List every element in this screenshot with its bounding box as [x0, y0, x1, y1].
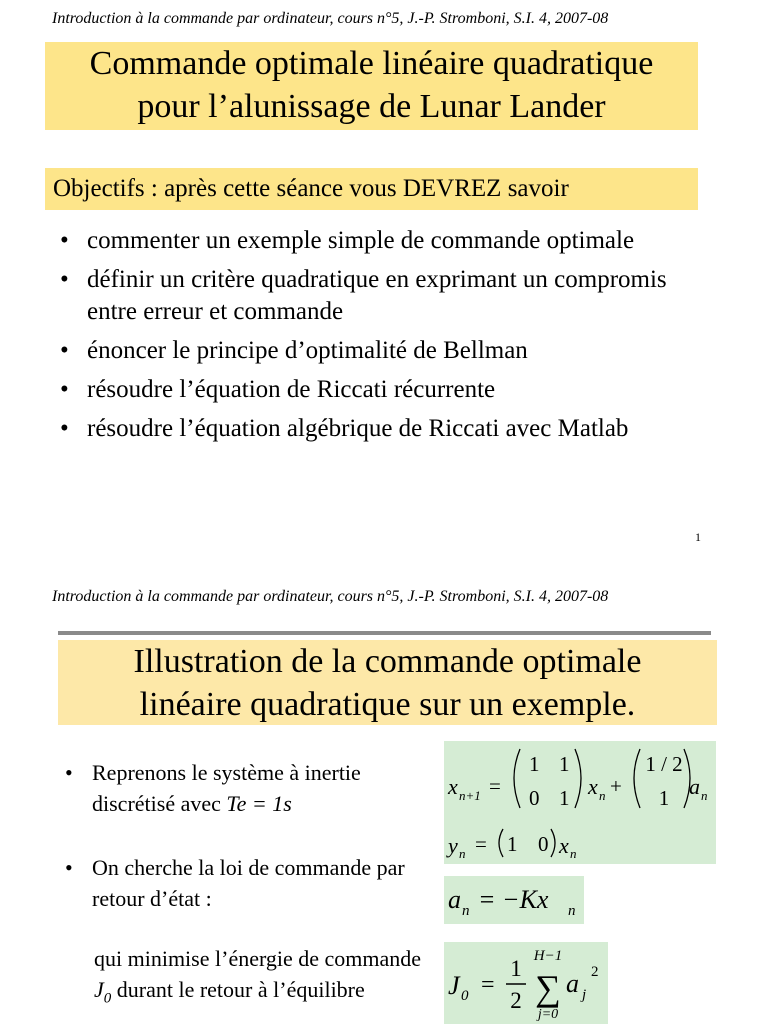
objectives-banner: Objectifs : après cette séance vous DEVREZ savoir: [45, 168, 698, 210]
slide2-title-line1: Illustration de la commande optimale: [133, 643, 642, 680]
criterion-text: qui minimise l’énergie de commande: [94, 946, 422, 971]
matrix-b-1: 1 / 2: [645, 752, 683, 776]
criterion-text-end: durant le retour à l’équilibre: [111, 977, 365, 1002]
slide2-header: Introduction à la commande par ordinateur, cours n°5, J.-P. Stromboni, S.I. 4, 2007-08: [52, 588, 609, 605]
criterion-paragraph: [94, 943, 434, 1014]
eq1-equals: =: [489, 774, 501, 798]
eq3-lhs-sub: n: [462, 903, 470, 919]
slide2-bullets: [65, 757, 425, 914]
state-equation-box: [444, 741, 716, 864]
eq4-frac-num: 1: [510, 956, 522, 981]
slide2-title-line2: linéaire quadratique sur un exemple.: [139, 686, 636, 723]
control-law-box: [444, 876, 584, 924]
matrix-a-11: 1: [529, 752, 540, 776]
state-equation: [444, 741, 716, 864]
eq1-a-sub: n: [701, 788, 708, 803]
slide2-title: [58, 640, 717, 725]
eq4-lhs-sub: 0: [461, 988, 469, 1004]
sum-symbol: ∑: [535, 968, 561, 1008]
slide1-title-line2: pour l’alunissage de Lunar Lander: [137, 88, 606, 125]
matrix-a-12: 1: [559, 752, 570, 776]
eq4-term: a: [566, 969, 579, 998]
objective-item: • résoudre l’équation de Riccati récurrente: [60, 374, 700, 406]
eq1-lhs-sub: n+1: [459, 788, 481, 803]
eq2-lhs-sub: n: [459, 846, 466, 861]
matrix-a-left-paren: [514, 749, 520, 808]
criterion-equation: [444, 942, 608, 1024]
eq2-x: x: [559, 833, 569, 858]
eq3-lhs: a: [448, 885, 461, 914]
slide1-header: Introduction à la commande par ordinateur, cours n°5, J.-P. Stromboni, S.I. 4, 2007-08: [52, 10, 609, 27]
eq4-lhs: J: [448, 971, 460, 1000]
divider-rule: [58, 631, 711, 635]
bullet-system-text: Reprenons le système à inertie discrétisé avec: [92, 760, 361, 816]
page-number: 1: [695, 530, 701, 544]
eq4-term-sup: 2: [591, 964, 599, 980]
objective-item: • énoncer le principe d’optimalité de Bellman: [60, 335, 700, 367]
eq2-x-sub: n: [570, 846, 577, 861]
matrix-c-2: 0: [538, 832, 549, 856]
eq1-plus: +: [610, 774, 622, 798]
matrix-c-left-paren: [499, 829, 503, 857]
eq2-lhs: y: [448, 833, 458, 858]
matrix-a-right-paren: [575, 749, 581, 808]
eq4-term-sub: j: [582, 987, 587, 1003]
criterion-symbol-sub: 0: [103, 990, 112, 1007]
bullet-control-law: • On cherche la loi de commande par retour d’état :: [65, 852, 425, 914]
objectives-list: [60, 225, 700, 452]
eq1-a: a: [689, 774, 700, 799]
matrix-a-22: 1: [559, 786, 570, 810]
criterion-box: [444, 942, 608, 1024]
matrix-c-1: 1: [507, 832, 518, 856]
eq1-x-sub: n: [599, 788, 606, 803]
matrix-b-2: 1: [658, 786, 670, 810]
eq4-sum-top: H−1: [533, 948, 563, 964]
eq1-lhs: x: [448, 774, 458, 799]
eq1-x: x: [588, 774, 598, 799]
bullet-system: [65, 757, 425, 819]
control-law-equation: [444, 876, 584, 924]
matrix-b-left-paren: [634, 749, 640, 808]
sampling-period: Te = 1s: [226, 791, 292, 816]
matrix-a-21: 0: [529, 786, 540, 810]
matrix-c-right-paren: [551, 829, 555, 857]
eq2-equals: =: [475, 832, 487, 856]
objective-item: • commenter un exemple simple de commande optimale: [60, 225, 700, 257]
criterion-symbol: J: [94, 977, 104, 1002]
objective-item: • définir un critère quadratique en exprimant un compromis entre erreur et commande: [60, 264, 700, 328]
slide1-title-line1: Commande optimale linéaire quadratique: [89, 45, 654, 82]
eq3-rhs: = −Kx: [478, 885, 549, 914]
eq4-equals: =: [481, 972, 495, 998]
objective-item: • résoudre l’équation algébrique de Riccati avec Matlab: [60, 413, 700, 445]
slide1-title: [45, 42, 698, 130]
eq3-rhs-sub: n: [568, 903, 576, 919]
eq4-frac-den: 2: [510, 988, 522, 1013]
eq4-sum-bottom: j=0: [537, 1007, 559, 1022]
